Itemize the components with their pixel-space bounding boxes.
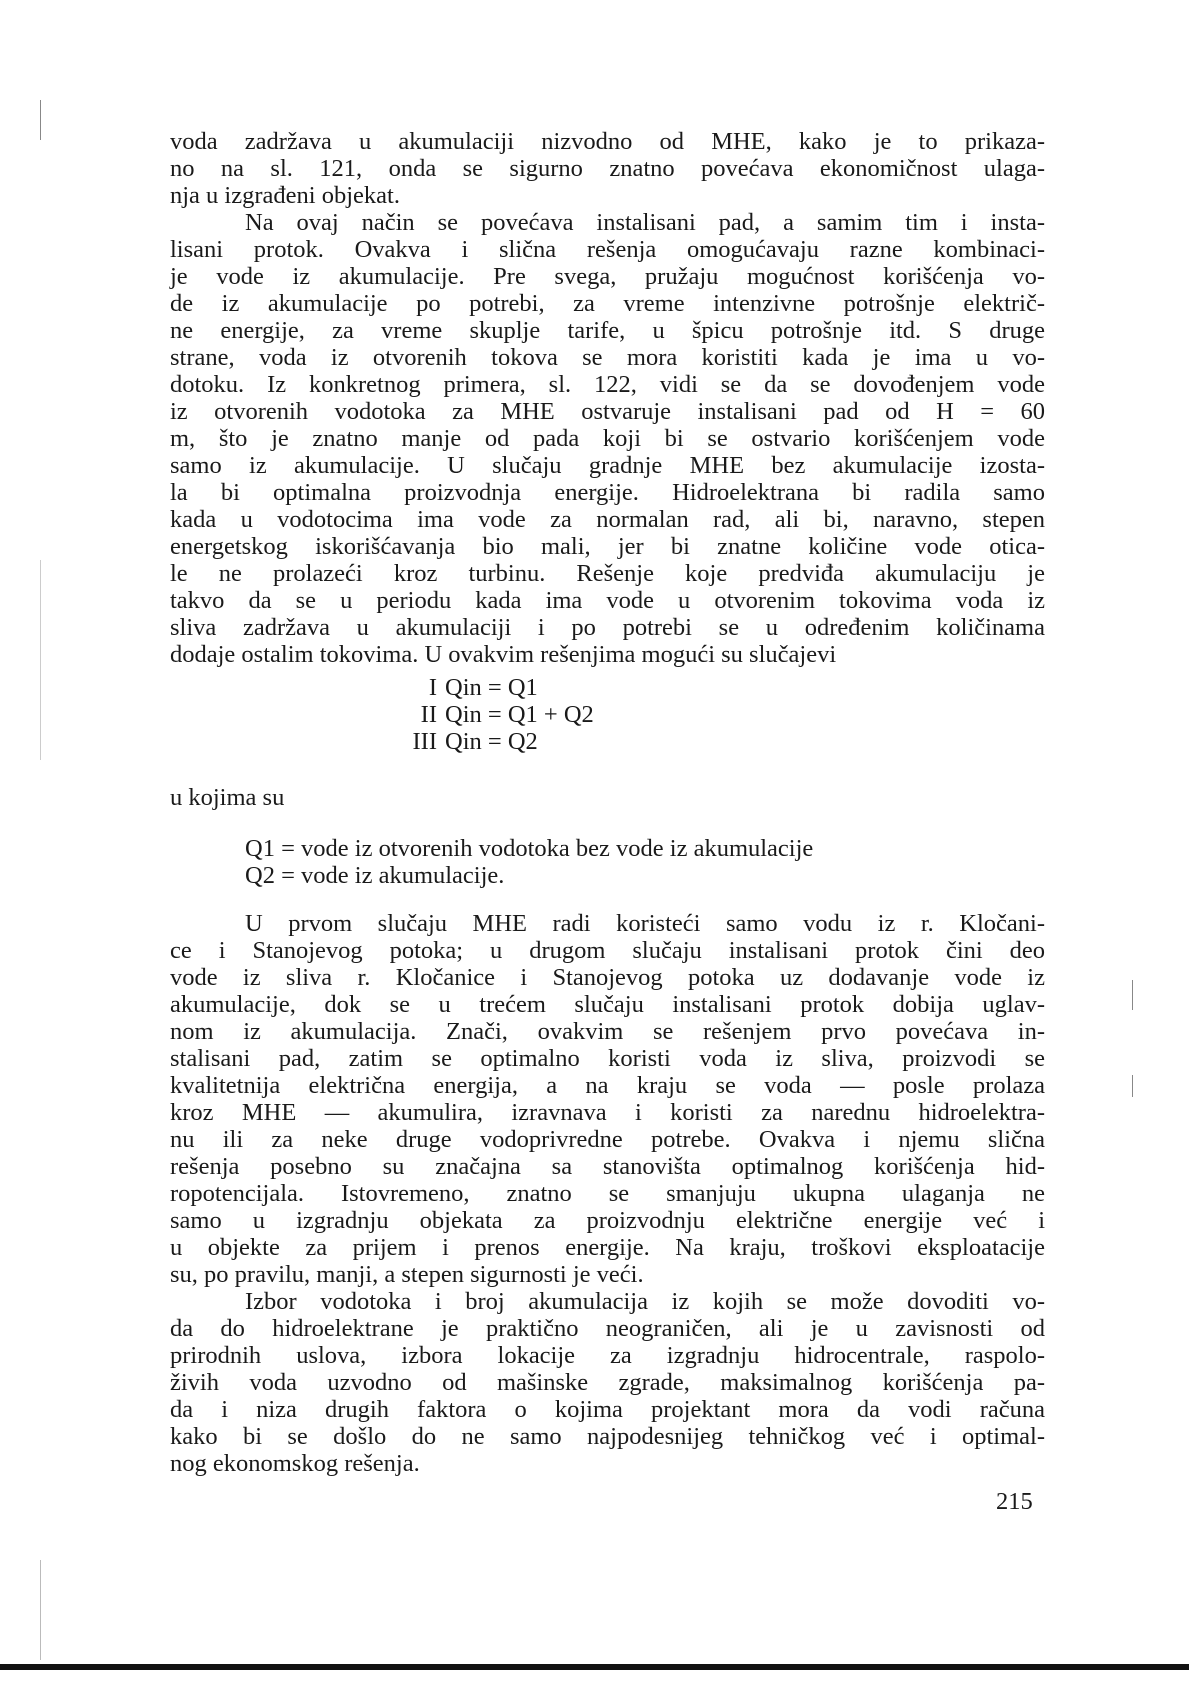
definition-block [245,835,813,889]
scan-margin-mark [40,560,41,760]
text-line: dodaje ostalim tokovima. U ovakvim rešenjima mogući su slučajevi [170,641,837,668]
scan-margin-mark [1132,980,1133,1010]
text-line: takvo da se u periodu kada ima vode u otvorenim tokovima voda iz [170,587,1045,614]
text-line: ne energije, za vreme skuplje tarife, u špicu potrošnje itd. S druge [170,317,1045,344]
text-line: nog ekonomskog rešenja. [170,1450,420,1477]
text-line: dotoku. Iz konkretnog primera, sl. 122, vidi se da se dovođenjem vode [170,371,1045,398]
text-line: lisani protok. Ovakva i slična rešenja omogućavaju razne kombinaci- [170,236,1045,263]
text-line: m, što je znatno manje od pada koji bi se ostvario korišćenjem vode [170,425,1045,452]
text-line: U prvom slučaju MHE radi koristeći samo vodu iz r. Kločani- [245,910,1045,937]
text-line: energetskog iskorišćavanja bio mali, jer bi znatne količine vode otica- [170,533,1045,560]
text-line: nom iz akumulacija. Znači, ovakvim se rešenjem prvo povećava in- [170,1018,1045,1045]
equation-body: Qin = Q1 + Q2 [445,701,594,728]
scan-margin-mark [40,1560,41,1660]
equation-body: Qin = Q1 [445,674,538,701]
text-line: samo u izgradnju objekata za proizvodnju električne energije već i [170,1207,1045,1234]
text-line: živih voda uzvodno od mašinske zgrade, maksimalnog korišćenja pa- [170,1369,1045,1396]
text-line: le ne prolazeći kroz turbinu. Rešenje koje predviđa akumulaciju je [170,560,1045,587]
text-line: vode iz sliva r. Kločanice i Stanojevog potoka uz dodavanje vode iz [170,964,1045,991]
text-line: u kojima su [170,784,285,811]
scan-bottom-rule [0,1664,1189,1670]
text-line: strane, voda iz otvorenih tokova se mora koristiti kada je ima u vo- [170,344,1045,371]
equation-number: III [412,728,437,755]
text-line: de iz akumulacije po potrebi, za vreme intenzivne potrošnje električ- [170,290,1045,317]
text-line: je vode iz akumulacije. Pre svega, pružaju mogućnost korišćenja vo- [170,263,1045,290]
equation-row [390,674,594,701]
equation-number: I [428,674,437,701]
text-line: stalisani pad, zatim se optimalno koristi voda iz sliva, proizvodi se [170,1045,1045,1072]
scan-margin-mark [40,100,41,140]
text-line: ropotencijala. Istovremeno, znatno se smanjuju ukupna ulaganja ne [170,1180,1045,1207]
page-number: 215 [996,1488,1033,1515]
text-line: da i niza drugih faktora o kojima projektant mora da vodi računa [170,1396,1045,1423]
text-line: voda zadržava u akumulaciji nizvodno od MHE, kako je to prikaza- [170,128,1045,155]
text-line: ce i Stanojevog potoka; u drugom slučaju instalisani protok čini deo [170,937,1045,964]
text-line: da do hidroelektrane je praktično neograničen, ali je u zavisnosti od [170,1315,1045,1342]
text-line: iz otvorenih vodotoka za MHE ostvaruje instalisani pad od H = 60 [170,398,1045,425]
equation-number: II [420,701,437,728]
definition-row: Q1 = vode iz otvorenih vodotoka bez vode iz akumulacije [245,835,814,862]
text-line: nu ili za neke druge vodoprivredne potrebe. Ovakva i njemu slična [170,1126,1045,1153]
equation-row [390,728,594,755]
text-line: Na ovaj način se povećava instalisani pad, a samim tim i insta- [245,209,1045,236]
text-line: kako bi se došlo do ne samo najpodesnijeg tehničkog već i optimal- [170,1423,1045,1450]
equation-body: Qin = Q2 [445,728,538,755]
equation-row [390,701,594,728]
scan-margin-mark [1132,1075,1133,1097]
text-line: kada u vodotocima ima vode za normalan rad, ali bi, naravno, stepen [170,506,1045,533]
text-line: prirodnih uslova, izbora lokacije za izgradnju hidrocentrale, raspolo- [170,1342,1045,1369]
text-line: rešenja posebno su značajna sa stanovišta optimalnog korišćenja hid- [170,1153,1045,1180]
text-line: Izbor vodotoka i broj akumulacija iz kojih se može dovoditi vo- [245,1288,1045,1315]
text-line: no na sl. 121, onda se sigurno znatno povećava ekonomičnost ulaga- [170,155,1045,182]
text-line: akumulacije, dok se u trećem slučaju instalisani protok dobija uglav- [170,991,1045,1018]
text-line: su, po pravilu, manji, a stepen sigurnosti je veći. [170,1261,644,1288]
text-line: sliva zadržava u akumulaciji i po potrebi se u određenim količinama [170,614,1045,641]
text-line: samo iz akumulacije. U slučaju gradnje MHE bez akumulacije izosta- [170,452,1045,479]
text-line: nja u izgrađeni objekat. [170,182,400,209]
equation-block [390,674,594,755]
text-line: kvalitetnija električna energija, a na kraju se voda — posle prolaza [170,1072,1045,1099]
text-line: la bi optimalna proizvodnja energije. Hidroelektrana bi radila samo [170,479,1045,506]
text-line: u objekte za prijem i prenos energije. Na kraju, troškovi eksploatacije [170,1234,1045,1261]
text-line: kroz MHE — akumulira, izravnava i koristi za narednu hidroelektra- [170,1099,1045,1126]
definition-row: Q2 = vode iz akumulacije. [245,862,505,889]
